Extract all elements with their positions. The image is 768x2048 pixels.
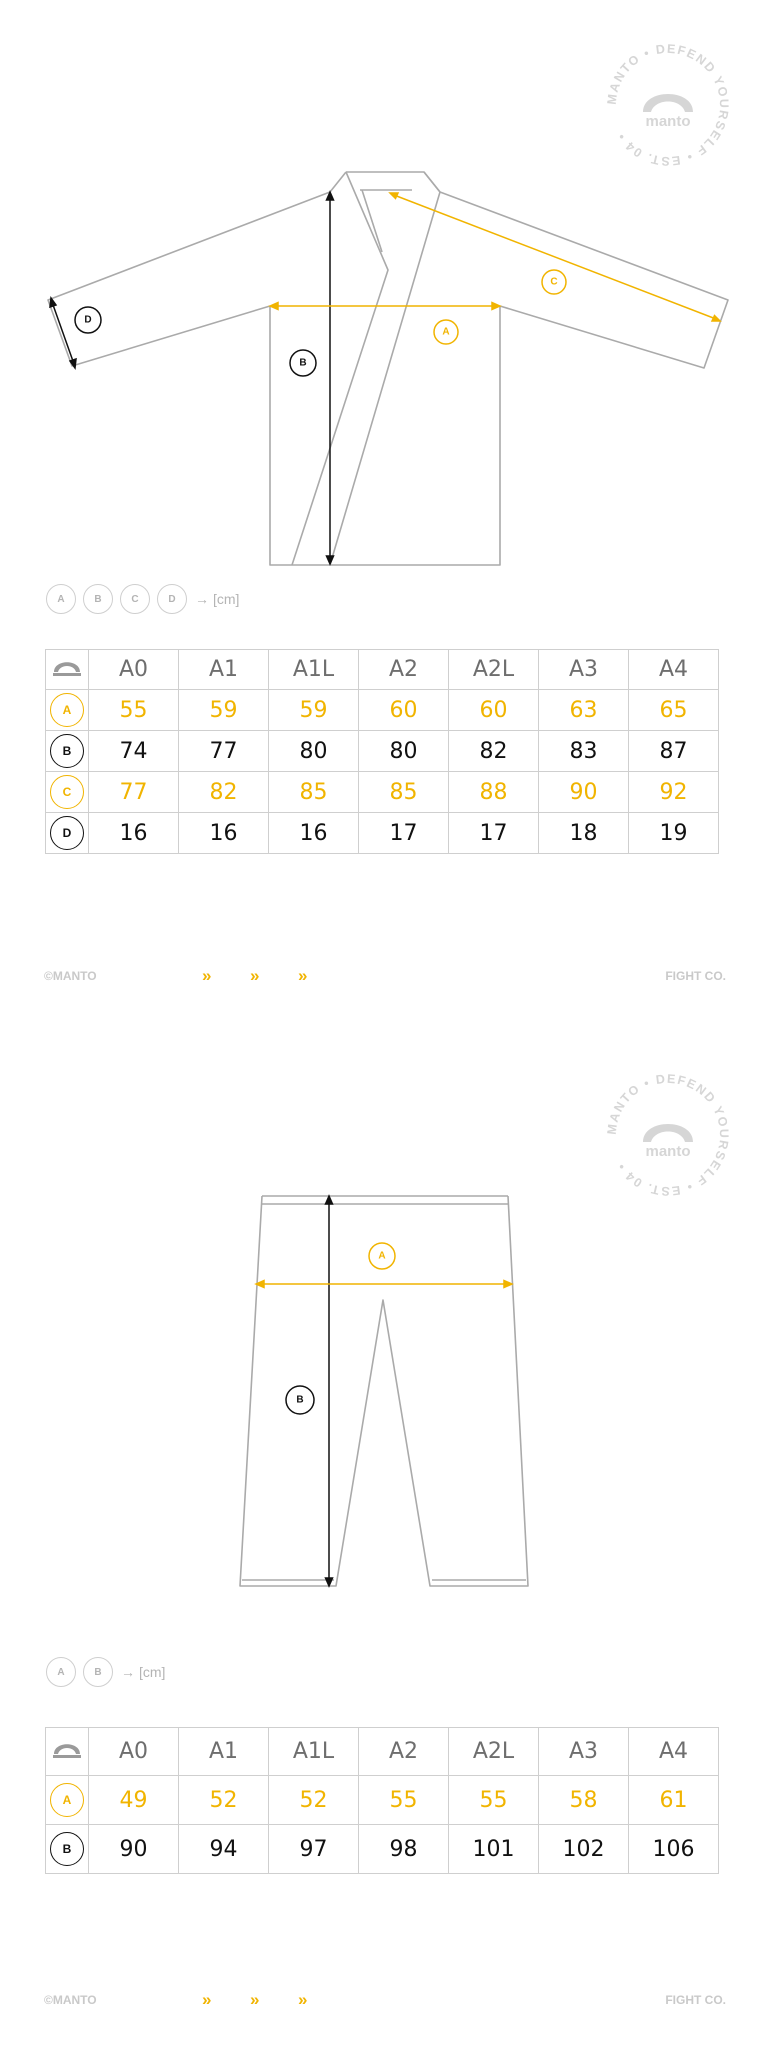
svg-text:MANTO • DEFEND YOURSELF • EST.: MANTO • DEFEND YOURSELF • EST. 04 •	[604, 41, 732, 169]
table-cell: 55	[89, 690, 179, 731]
table-row-a	[46, 690, 719, 731]
table-cell: 106	[629, 1825, 719, 1874]
table-cell: 88	[449, 772, 539, 813]
table-cell: 101	[449, 1825, 539, 1874]
table-cell: 63	[539, 690, 629, 731]
svg-text:manto: manto	[645, 1143, 691, 1160]
chevron-right-icon: »	[298, 1990, 308, 2009]
brand-tagline: FIGHT CO.	[665, 1993, 726, 2007]
size-header: A0	[89, 650, 179, 690]
legend-badge-a: A	[46, 584, 76, 614]
table-cell: 55	[359, 1776, 449, 1825]
brand-logo-icon	[46, 650, 89, 690]
table-cell: 77	[89, 772, 179, 813]
size-header: A0	[89, 1728, 179, 1776]
legend-badge-d: D	[157, 584, 187, 614]
table-cell: 19	[629, 813, 719, 854]
legend-badge-b: B	[83, 1657, 113, 1687]
size-header: A2L	[449, 1728, 539, 1776]
table-cell: 16	[269, 813, 359, 854]
pants-size-table	[45, 1727, 719, 1874]
table-cell: 74	[89, 731, 179, 772]
size-header: A4	[629, 650, 719, 690]
table-cell: 94	[179, 1825, 269, 1874]
table-cell: 83	[539, 731, 629, 772]
copyright-label: ©MANTO	[44, 969, 97, 983]
dimension-marker-d	[75, 307, 101, 333]
table-cell: 65	[629, 690, 719, 731]
chevron-right-icon: »	[250, 1990, 260, 2009]
table-header-row	[46, 650, 719, 690]
table-cell: 59	[179, 690, 269, 731]
svg-text:D: D	[84, 314, 92, 326]
row-badge-c: C	[50, 775, 84, 809]
table-cell: 60	[359, 690, 449, 731]
table-cell: 49	[89, 1776, 179, 1825]
table-cell: 102	[539, 1825, 629, 1874]
dimension-marker-c	[542, 270, 566, 294]
copyright-label: ©MANTO	[44, 1993, 97, 2007]
dimension-marker-b	[286, 1386, 314, 1414]
row-badge-b: B	[50, 1832, 84, 1866]
table-row-b	[46, 1825, 719, 1874]
unit-label: [cm]	[139, 1664, 166, 1680]
jacket-size-table	[45, 649, 719, 854]
table-cell: 18	[539, 813, 629, 854]
table-cell: 85	[269, 772, 359, 813]
table-row-b	[46, 731, 719, 772]
svg-text:A: A	[442, 326, 450, 338]
table-cell: 60	[449, 690, 539, 731]
svg-text:manto: manto	[645, 113, 691, 130]
table-cell: 77	[179, 731, 269, 772]
table-cell: 80	[359, 731, 449, 772]
pants-diagram	[0, 1024, 768, 1624]
legend-badge-b: B	[83, 584, 113, 614]
jacket-diagram	[0, 0, 768, 580]
table-cell: 90	[539, 772, 629, 813]
svg-text:C: C	[550, 276, 558, 288]
table-cell: 61	[629, 1776, 719, 1825]
dimension-marker-a	[434, 320, 458, 344]
arrow-right-icon: →	[195, 591, 209, 607]
unit-label: [cm]	[213, 591, 240, 607]
row-badge-a: A	[50, 693, 84, 727]
table-cell: 16	[179, 813, 269, 854]
table-cell: 16	[89, 813, 179, 854]
brand-logo-icon	[46, 1728, 89, 1776]
table-cell: 52	[269, 1776, 359, 1825]
svg-text:B: B	[299, 357, 307, 369]
dimension-marker-a	[369, 1243, 395, 1269]
svg-text:B: B	[296, 1394, 304, 1406]
size-header: A1	[179, 1728, 269, 1776]
table-cell: 92	[629, 772, 719, 813]
size-header: A4	[629, 1728, 719, 1776]
row-badge-d: D	[50, 816, 84, 850]
row-badge-b: B	[50, 734, 84, 768]
size-header: A1	[179, 650, 269, 690]
footer-bar	[44, 966, 726, 989]
arrow-right-icon: →	[121, 1664, 135, 1680]
size-header: A3	[539, 650, 629, 690]
table-cell: 85	[359, 772, 449, 813]
measurement-legend	[46, 1657, 165, 1687]
chevron-right-icon: »	[202, 1990, 212, 2009]
chevron-right-icon: »	[298, 966, 308, 985]
table-row-a	[46, 1776, 719, 1825]
chevron-right-icon: »	[250, 966, 260, 985]
table-cell: 17	[449, 813, 539, 854]
table-row-c	[46, 772, 719, 813]
size-header: A1L	[269, 650, 359, 690]
table-cell: 87	[629, 731, 719, 772]
brand-tagline: FIGHT CO.	[665, 969, 726, 983]
table-cell: 97	[269, 1825, 359, 1874]
legend-badge-c: C	[120, 584, 150, 614]
legend-badge-a: A	[46, 1657, 76, 1687]
size-header: A2	[359, 1728, 449, 1776]
table-cell: 58	[539, 1776, 629, 1825]
dimension-marker-b	[290, 350, 316, 376]
table-header-row	[46, 1728, 719, 1776]
table-cell: 17	[359, 813, 449, 854]
table-cell: 90	[89, 1825, 179, 1874]
table-cell: 82	[179, 772, 269, 813]
table-row-d	[46, 813, 719, 854]
chevron-right-icon: »	[202, 966, 212, 985]
table-cell: 59	[269, 690, 359, 731]
size-header: A1L	[269, 1728, 359, 1776]
table-cell: 80	[269, 731, 359, 772]
size-header: A3	[539, 1728, 629, 1776]
svg-text:MANTO • DEFEND YOURSELF • EST.: MANTO • DEFEND YOURSELF • EST. 04 •	[604, 1071, 732, 1199]
row-badge-a: A	[50, 1783, 84, 1817]
table-cell: 55	[449, 1776, 539, 1825]
size-header: A2L	[449, 650, 539, 690]
pants-size-chart	[0, 1024, 768, 2048]
measurement-legend	[46, 584, 239, 614]
footer-bar	[44, 1990, 726, 2013]
size-header: A2	[359, 650, 449, 690]
svg-text:A: A	[378, 1250, 386, 1262]
table-cell: 98	[359, 1825, 449, 1874]
table-cell: 52	[179, 1776, 269, 1825]
table-cell: 82	[449, 731, 539, 772]
